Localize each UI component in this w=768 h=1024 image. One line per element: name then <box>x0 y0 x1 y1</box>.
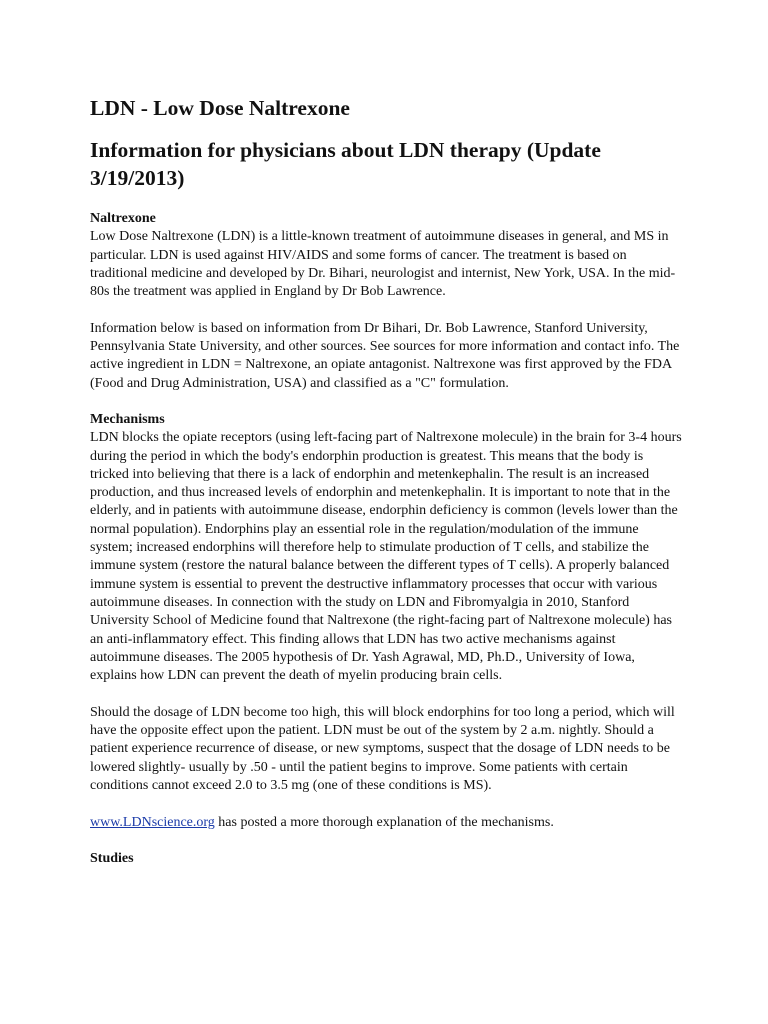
section-mechanisms <box>90 411 682 832</box>
section-heading-studies: Studies <box>90 850 134 866</box>
link-suffix-text: has posted a more thorough explanation of the mechanisms. <box>214 814 554 830</box>
ldnscience-link[interactable]: www.LDNscience.org <box>90 814 215 830</box>
section-naltrexone <box>90 210 682 393</box>
document-page <box>90 94 682 868</box>
section-heading-naltrexone: Naltrexone <box>90 211 156 226</box>
naltrexone-paragraph-2: Information below is based on information from Dr Bihari, Dr. Bob Lawrence, Stanford University, Pennsylvania State University, and other sources. See sources for more information and contact info. The active ingredient in LDN = Naltrexone, an opiate antagonist. Naltrexone was first approved by the FDA (Food and Drug Administration, USA) and classified as a "C" formulation. <box>90 320 680 391</box>
naltrexone-paragraph-1: Low Dose Naltrexone (LDN) is a little-known treatment of autoimmune diseases in general, and MS in particular. LDN is used against HIV/AIDS and some forms of cancer. The treatment is based on traditional medicine and developed by Dr. Bihari, neurologist and internist, New York, USA. In the mid-80s the treatment was applied in England by Dr Bob Lawrence. <box>90 229 676 300</box>
section-heading-mechanisms: Mechanisms <box>90 411 165 427</box>
mechanisms-link-paragraph <box>90 814 682 832</box>
mechanisms-paragraph-2: Should the dosage of LDN become too high, this will block endorphins for too long a period, which will have the opposite effect upon the patient. LDN must be out of the system by 2 a.m. nightly. Should a patient experience recurrence of disease, or new symptoms, suspect that the dosage of LDN needs to be lowered slightly- usually by .50 - until the patient begins to improve. Some patients with certain conditions cannot exceed 2.0 to 3.5 mg (one of these conditions is MS). <box>90 704 675 793</box>
section-studies <box>90 850 682 868</box>
document-subtitle: Information for physicians about LDN therapy (Update 3/19/2013) <box>90 138 601 190</box>
document-title: LDN - Low Dose Naltrexone <box>90 96 350 120</box>
mechanisms-paragraph-1: LDN blocks the opiate receptors (using left-facing part of Naltrexone molecule) in the brain for 3-4 hours during the period in which the body's endorphin production is greatest. This means that the body is tricked into believing that there is a lack of endorphin and metenkephalin. The result is an increased production, and thus increased levels of endorphin and metenkephalin. It is important to note that in the elderly, and in patients with autoimmune disease, endorphin deficiency is common (levels lower than the normal population). Endorphins play an essential role in the regulation/modulation of the immune system; increased endorphins will therefore help to stimulate production of T cells, and stabilize the immune system (restore the natural balance between the different types of T cells). A properly balanced immune system is essential to prevent the destructive inflammatory processes that occur with various autoimmune diseases. In connection with the study on LDN and Fibromyalgia in 2010, Stanford University School of Medicine found that Naltrexone (the right-facing part of Naltrexone molecule) has an anti-inflammatory effect. This finding allows that LDN has two active mechanisms against autoimmune diseases. The 2005 hypothesis of Dr. Yash Agrawal, MD, Ph.D., University of Iowa, explains how LDN can prevent the death of myelin producing brain cells. <box>90 430 682 684</box>
